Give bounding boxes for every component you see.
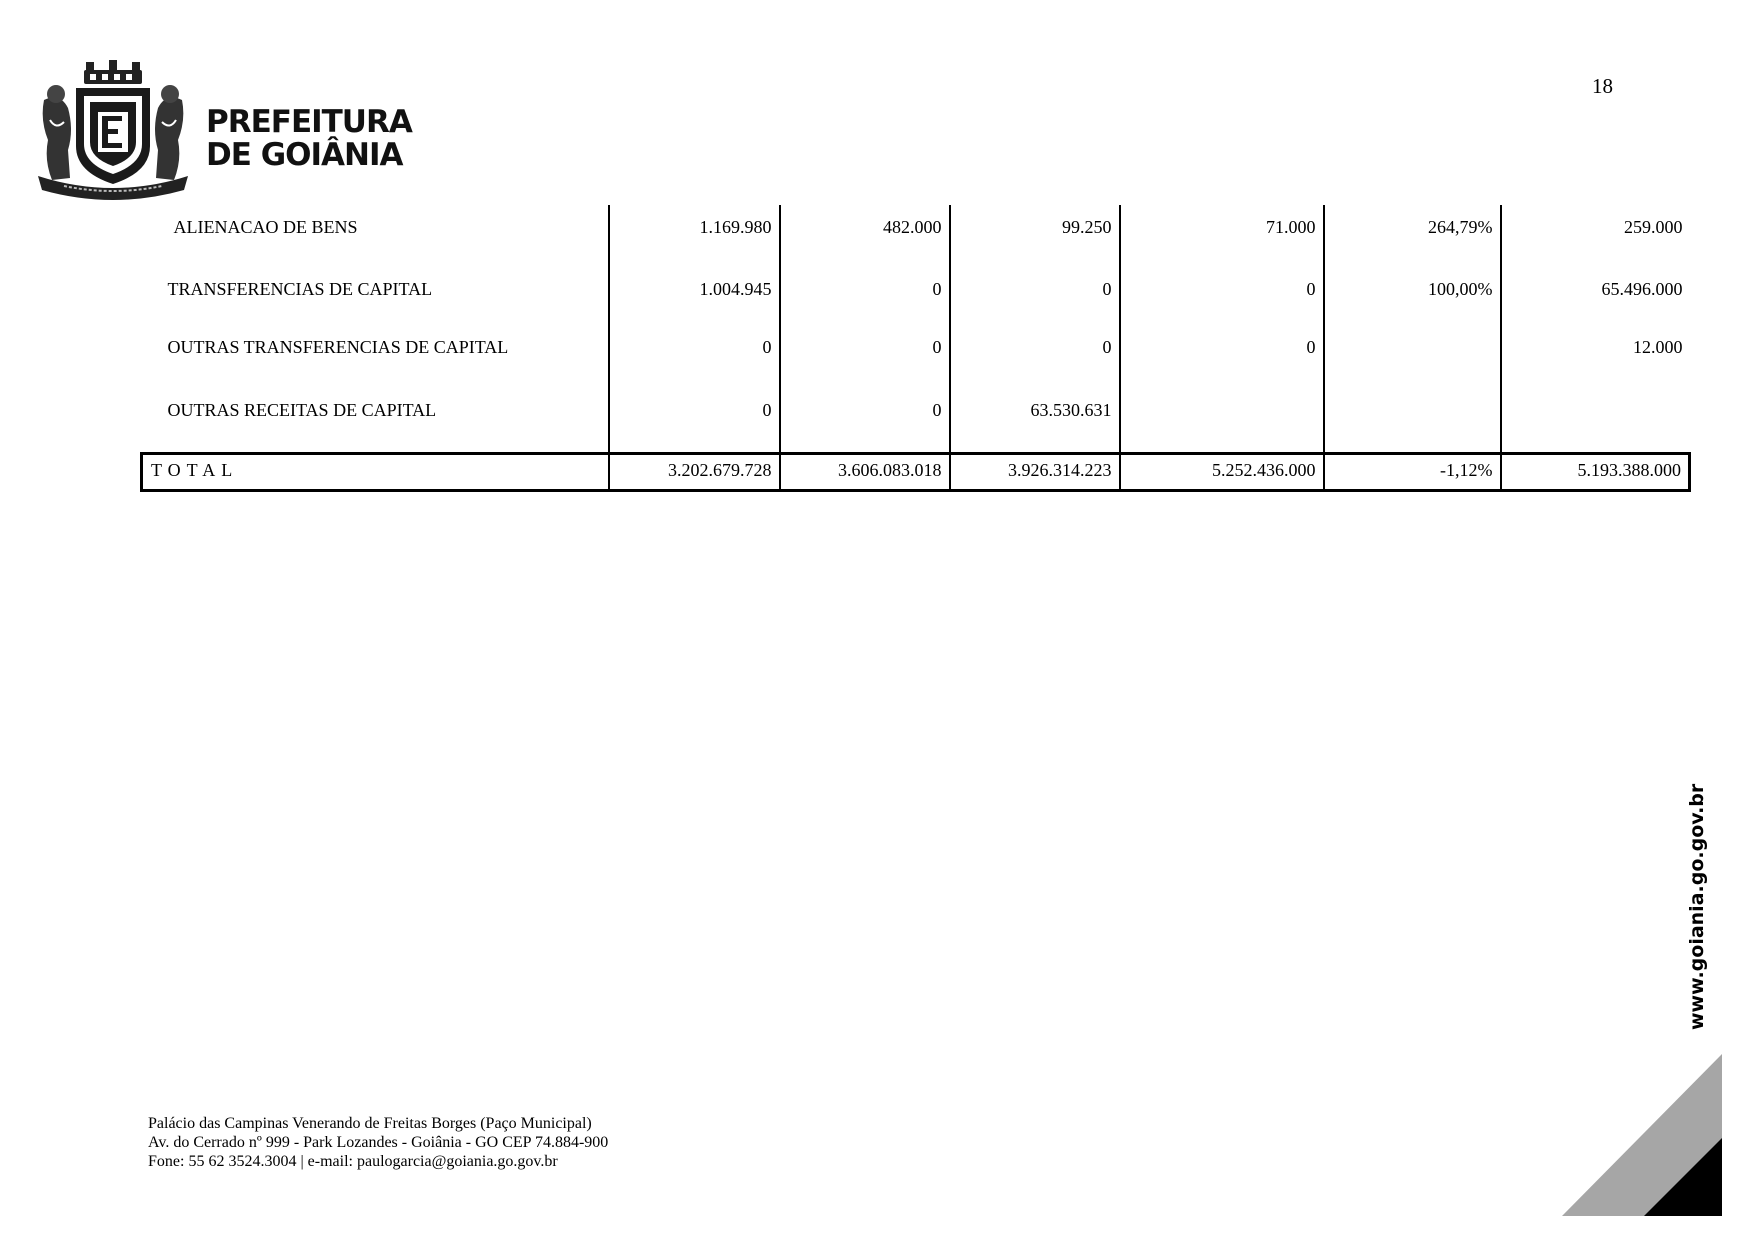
table-cell: 0 — [609, 324, 780, 387]
total-cell: 3.202.679.728 — [609, 454, 780, 491]
table-cell: 12.000 — [1501, 324, 1690, 387]
table-cell: 482.000 — [780, 205, 950, 266]
table-cell: 0 — [950, 266, 1120, 324]
table-cell: 63.530.631 — [950, 387, 1120, 454]
total-row — [142, 454, 1690, 491]
table-row — [142, 266, 1690, 324]
table-cell: 1.004.945 — [609, 266, 780, 324]
corner-decoration — [1562, 1054, 1722, 1216]
table-cell: 0 — [780, 324, 950, 387]
table-cell — [1120, 387, 1324, 454]
org-name — [206, 106, 412, 172]
table-cell: 0 — [780, 266, 950, 324]
row-label: OUTRAS RECEITAS DE CAPITAL — [167, 400, 437, 420]
table-cell: 0 — [950, 324, 1120, 387]
total-cell: 5.193.388.000 — [1501, 454, 1690, 491]
table-cell: 0 — [1120, 266, 1324, 324]
footer-address — [148, 1114, 608, 1171]
org-name-line1: PREFEITURA — [206, 104, 412, 140]
table-cell: 259.000 — [1501, 205, 1690, 266]
table-cell: 65.496.000 — [1501, 266, 1690, 324]
table-row — [142, 205, 1690, 266]
table-row — [142, 387, 1690, 454]
row-label: ALIENACAO DE BENS — [173, 217, 358, 237]
table-cell — [1324, 324, 1501, 387]
table-cell: 71.000 — [1120, 205, 1324, 266]
table-cell: 100,00% — [1324, 266, 1501, 324]
coat-of-arms-icon — [34, 60, 192, 200]
table-cell: 264,79% — [1324, 205, 1501, 266]
header-logo — [34, 60, 412, 200]
table-cell: 1.169.980 — [609, 205, 780, 266]
total-label: TOTAL — [142, 454, 609, 491]
footer-line: Palácio das Campinas Venerando de Freitas Borges (Paço Municipal) — [148, 1115, 592, 1132]
footer-line: Fone: 55 62 3524.3004 | e-mail: paulogarcia@goiania.go.gov.br — [148, 1153, 558, 1170]
table-row — [142, 324, 1690, 387]
footer-line: Av. do Cerrado nº 999 - Park Lozandes - Goiânia - GO CEP 74.884-900 — [148, 1134, 609, 1151]
table-cell: 99.250 — [950, 205, 1120, 266]
table-cell: 0 — [780, 387, 950, 454]
page-number: 18 — [1592, 74, 1613, 98]
table-cell — [1324, 387, 1501, 454]
row-label: OUTRAS TRANSFERENCIAS DE CAPITAL — [167, 337, 509, 357]
total-cell: 3.606.083.018 — [780, 454, 950, 491]
org-name-line2: DE GOIÂNIA — [206, 137, 403, 173]
revenue-table — [140, 205, 1688, 492]
total-cell: -1,12% — [1324, 454, 1501, 491]
row-label: TRANSFERENCIAS DE CAPITAL — [167, 279, 433, 299]
revenue-table-grid — [140, 205, 1691, 492]
website-url: www.goiania.go.gov.br — [1686, 783, 1708, 1030]
table-cell: 0 — [609, 387, 780, 454]
total-cell: 3.926.314.223 — [950, 454, 1120, 491]
table-cell — [1501, 387, 1690, 454]
total-cell: 5.252.436.000 — [1120, 454, 1324, 491]
table-cell: 0 — [1120, 324, 1324, 387]
